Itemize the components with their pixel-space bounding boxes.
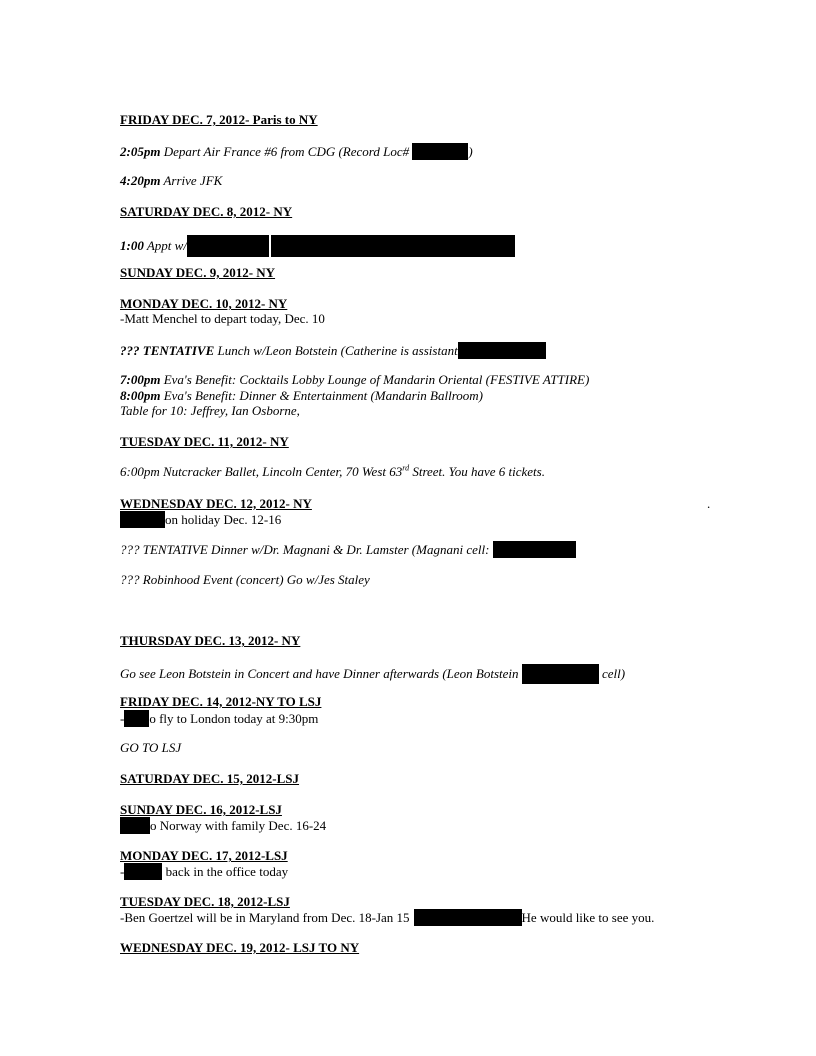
itinerary-line (120, 511, 281, 528)
redaction-box (414, 909, 522, 926)
redaction-box (458, 342, 546, 359)
itinerary-line: GO TO LSJ (120, 740, 182, 755)
line-text: Arrive JFK (160, 173, 223, 188)
redaction-box (187, 235, 269, 257)
redaction-box (120, 817, 150, 834)
redaction-box (493, 541, 576, 558)
itinerary-line (120, 541, 576, 558)
line-text: ??? TENTATIVE Dinner w/Dr. Magnani & Dr. Lamster (Magnani cell: (120, 542, 493, 557)
line-text: -Ben Goertzel will be in Maryland from Dec. 18-Jan 15 (120, 910, 410, 925)
time-label: 7:00pm (120, 372, 161, 387)
line-text: Appt w/ (143, 238, 187, 253)
line-text: - (120, 711, 125, 726)
itinerary-line (120, 464, 545, 480)
line-text: Street. You have 6 tickets. (409, 464, 545, 479)
redaction-box (522, 664, 599, 684)
day-heading: FRIDAY DEC. 14, 2012-NY TO LSJ (120, 694, 322, 709)
day-heading: WEDNESDAY DEC. 12, 2012- NY (120, 496, 312, 511)
day-heading: THURSDAY DEC. 13, 2012- NY (120, 633, 301, 648)
redaction-box (271, 235, 515, 257)
line-text: on holiday Dec. 12-16 (165, 512, 282, 527)
day-heading: SATURDAY DEC. 15, 2012-LSJ (120, 771, 300, 786)
line-text: - (120, 864, 125, 879)
itinerary-line (120, 143, 473, 160)
day-heading: TUESDAY DEC. 18, 2012-LSJ (120, 894, 290, 909)
itinerary-line (120, 173, 222, 189)
itinerary-line (120, 235, 515, 257)
redaction-box (124, 710, 149, 727)
time-label: 1:00 (120, 238, 144, 253)
day-heading: MONDAY DEC. 10, 2012- NY (120, 296, 288, 311)
day-heading: TUESDAY DEC. 11, 2012- NY (120, 434, 289, 449)
day-heading: MONDAY DEC. 17, 2012-LSJ (120, 848, 288, 863)
line-text: ) (468, 144, 473, 159)
line-text: o Norway with family Dec. 16-24 (150, 818, 327, 833)
day-heading: SUNDAY DEC. 9, 2012- NY (120, 265, 276, 280)
itinerary-line (120, 342, 546, 359)
itinerary-line (120, 710, 318, 727)
itinerary-line (120, 664, 625, 684)
stray-dot: . (707, 496, 711, 511)
line-text: back in the office today (162, 864, 289, 879)
line-text: He would like to see you. (521, 910, 655, 925)
time-label: 8:00pm (120, 388, 161, 403)
line-text: Lunch w/Leon Botstein (Catherine is assistant (214, 343, 458, 358)
day-heading: SATURDAY DEC. 8, 2012- NY (120, 204, 293, 219)
day-heading: FRIDAY DEC. 7, 2012- Paris to NY (120, 112, 318, 127)
redaction-box (120, 511, 165, 528)
line-text: Go see Leon Botstein in Concert and have Dinner afterwards (Leon Botstein (120, 666, 522, 681)
itinerary-line (120, 388, 483, 404)
time-label: 4:20pm (120, 173, 161, 188)
itinerary-line (120, 863, 288, 880)
day-heading: WEDNESDAY DEC. 19, 2012- LSJ TO NY (120, 940, 360, 955)
redaction-box (412, 143, 468, 160)
line-text: o fly to London today at 9:30pm (149, 711, 319, 726)
day-heading: SUNDAY DEC. 16, 2012-LSJ (120, 802, 282, 817)
itinerary-line: -Matt Menchel to depart today, Dec. 10 (120, 311, 325, 326)
time-label: 2:05pm (120, 144, 161, 159)
line-text: 6:00pm Nutcracker Ballet, Lincoln Center, 70 West 63 (120, 464, 403, 479)
line-text: Eva's Benefit: Dinner & Entertainment (Mandarin Ballroom) (160, 388, 484, 403)
superscript: rd (402, 463, 410, 473)
itinerary-line (120, 372, 589, 388)
line-text: Eva's Benefit: Cocktails Lobby Lounge of Mandarin Oriental (FESTIVE ATTIRE) (160, 372, 590, 387)
line-text: cell) (598, 666, 626, 681)
line-text: Depart Air France #6 from CDG (Record Loc# (160, 144, 413, 159)
tentative-label: ??? TENTATIVE (120, 343, 215, 358)
itinerary-line: ??? Robinhood Event (concert) Go w/Jes Staley (120, 572, 370, 587)
redaction-box (124, 863, 162, 880)
itinerary-line: Table for 10: Jeffrey, Ian Osborne, (120, 403, 300, 418)
itinerary-line (120, 817, 326, 834)
itinerary-line (120, 909, 654, 926)
